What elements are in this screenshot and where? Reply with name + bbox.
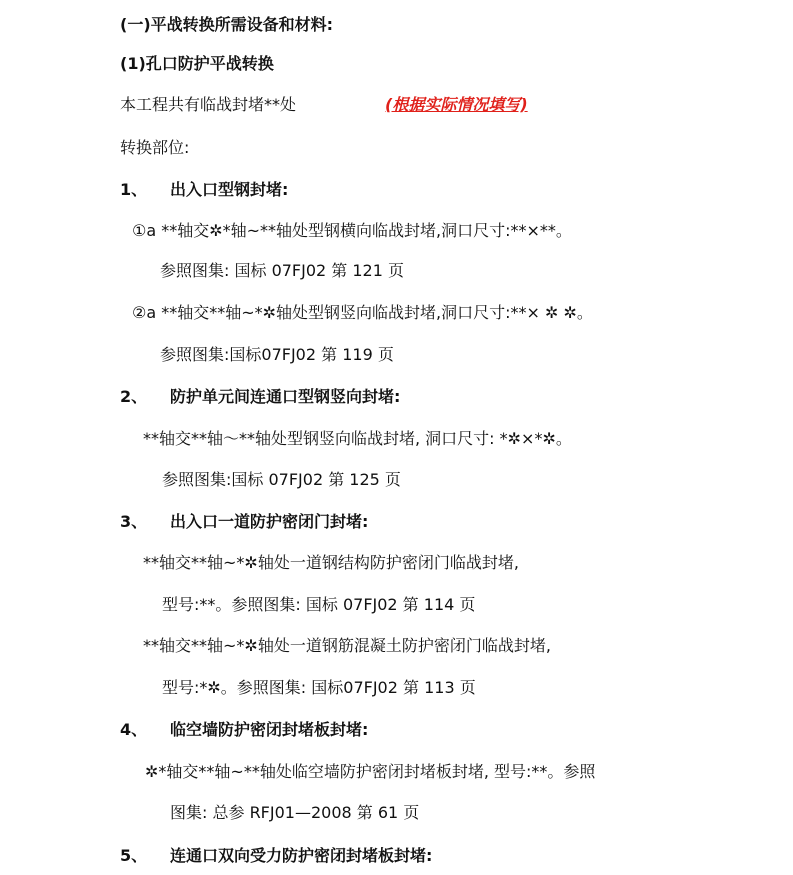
item-number: 1、 — [120, 180, 148, 199]
item-heading-2 — [120, 386, 400, 408]
item-line: ✲*轴交**轴~**轴处临空墙防护密闭封堵板封堵, 型号:**。参照 — [145, 762, 596, 781]
item-line: **轴交**轴~*✲轴处一道钢结构防护密闭门临战封堵, — [143, 553, 519, 572]
item-heading-1 — [120, 179, 288, 201]
item-line: 型号:*✲。参照图集: 国标07FJ02 第 113 页 — [162, 678, 476, 697]
item-line: ②a **轴交**轴~*✲轴处型钢竖向临战封堵,洞口尺寸:**× ✲ ✲。 — [132, 303, 593, 322]
summary-text: 本工程共有临战封堵**处 — [120, 95, 297, 114]
item-line: 型号:**。参照图集: 国标 07FJ02 第 114 页 — [162, 595, 476, 614]
subsection-title: (1)孔口防护平战转换 — [120, 54, 274, 73]
item-line: 图集: 总参 RFJ01—2008 第 61 页 — [170, 803, 420, 822]
item-title: 出入口型钢封堵: — [170, 180, 289, 199]
item-heading-4 — [120, 719, 368, 741]
item-line: 参照图集:国标07FJ02 第 119 页 — [160, 345, 394, 364]
section-title: (一)平战转换所需设备和材料: — [120, 15, 334, 34]
item-heading-3 — [120, 511, 368, 533]
item-line: ①a **轴交✲*轴~**轴处型钢横向临战封堵,洞口尺寸:**×**。 — [132, 221, 572, 240]
item-number: 4、 — [120, 720, 148, 739]
item-number: 2、 — [120, 387, 148, 406]
item-line: 参照图集: 国标 07FJ02 第 121 页 — [160, 261, 405, 280]
item-line: 参照图集:国标 07FJ02 第 125 页 — [162, 470, 401, 489]
item-title: 出入口一道防护密闭门封堵: — [170, 512, 369, 531]
item-heading-5 — [120, 845, 432, 867]
item-line: **轴交**轴~*✲轴处一道钢筋混凝土防护密闭门临战封堵, — [143, 636, 551, 655]
item-number: 3、 — [120, 512, 148, 531]
item-line: **轴交**轴～**轴处型钢竖向临战封堵, 洞口尺寸: *✲×*✲。 — [143, 429, 572, 448]
locations-label: 转换部位: — [120, 138, 190, 157]
fill-in-note: (根据实际情况填写) — [385, 95, 528, 114]
item-title: 临空墙防护密闭封堵板封堵: — [170, 720, 369, 739]
item-title: 防护单元间连通口型钢竖向封堵: — [170, 387, 401, 406]
item-title: 连通口双向受力防护密闭封堵板封堵: — [170, 846, 433, 865]
item-number: 5、 — [120, 846, 148, 865]
